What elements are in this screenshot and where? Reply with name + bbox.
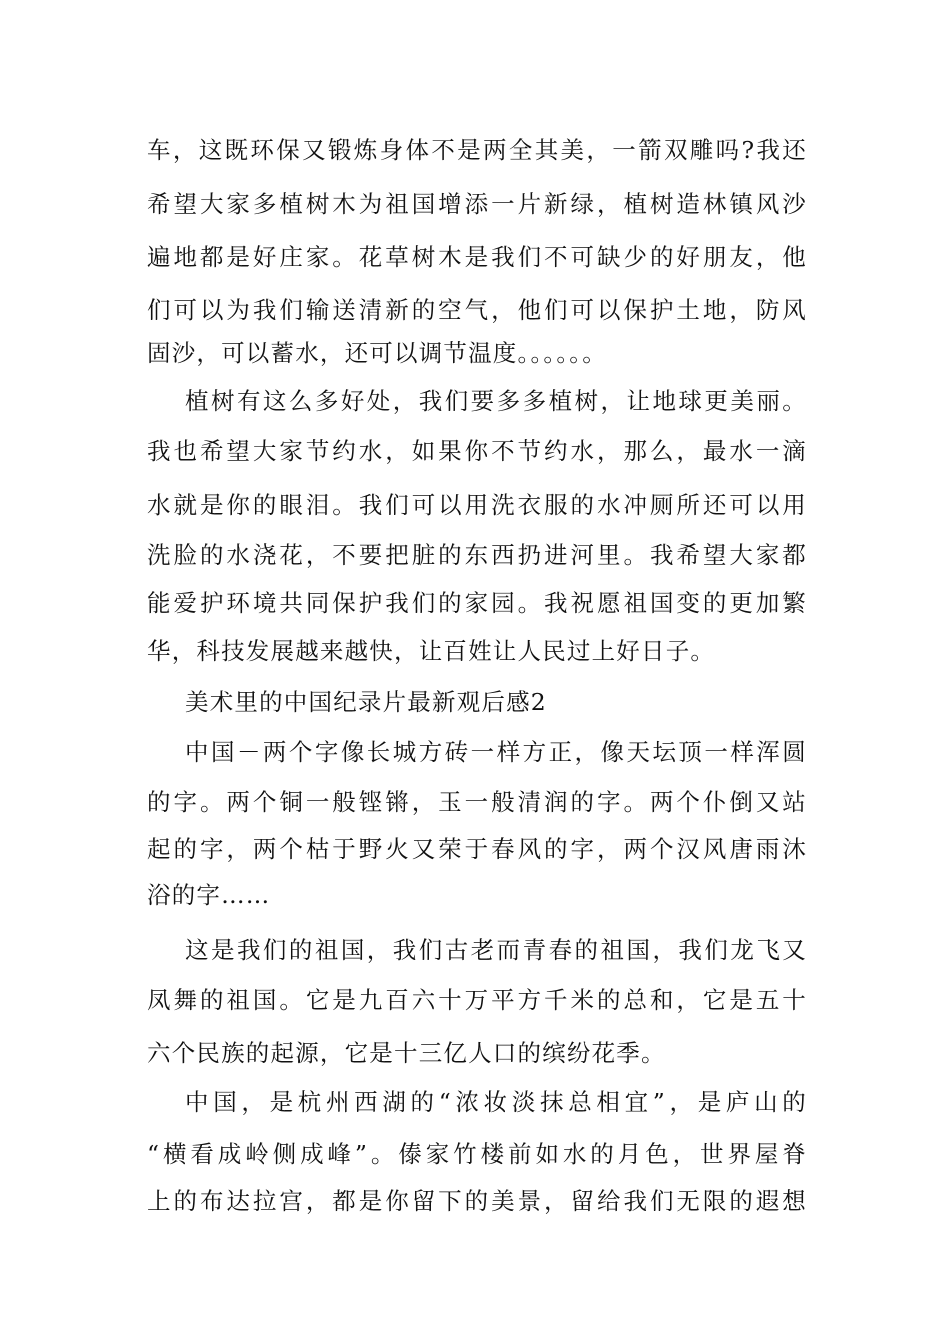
text-line: 希望大家多植树木为祖国增添一片新绿，植树造林镇风沙 xyxy=(147,190,807,218)
text-line: 浴的字…… xyxy=(147,881,271,909)
text-line: “横看成岭侧成峰”。傣家竹楼前如水的月色，世界屋脊 xyxy=(147,1140,807,1168)
paragraph-first-line: 中国－两个字像长城方砖一样方正，像天坛顶一样浑圆 xyxy=(185,738,807,766)
text-line: 车，这既环保又锻炼身体不是两全其美，一箭双雕吗?我还 xyxy=(147,136,807,164)
text-line: 华，科技发展越来越快，让百姓让人民过上好日子。 xyxy=(147,637,716,665)
text-line: 能爱护环境共同保护我们的家园。我祝愿祖国变的更加繁 xyxy=(147,589,807,617)
text-line: 上的布达拉宫，都是你留下的美景，留给我们无限的遐想 xyxy=(147,1187,807,1215)
text-line: 起的字，两个枯于野火又荣于春风的字，两个汉风唐雨沐 xyxy=(147,835,807,863)
text-line: 凤舞的祖国。它是九百六十万平方千米的总和，它是五十 xyxy=(147,986,807,1014)
text-line: 固沙，可以蓄水，还可以调节温度。。。。。。 xyxy=(147,339,607,367)
paragraph-first-line: 中国，是杭州西湖的“浓妆淡抹总相宜”，是庐山的 xyxy=(185,1088,807,1116)
paragraph-first-line: 这是我们的祖国，我们古老而青春的祖国，我们龙飞又 xyxy=(185,936,807,964)
text-line: 的字。两个铜一般铿锵，玉一般清润的字。两个仆倒又站 xyxy=(147,788,807,816)
text-line: 洗脸的水浇花，不要把脏的东西扔进河里。我希望大家都 xyxy=(147,541,807,569)
text-line: 六个民族的起源，它是十三亿人口的缤纷花季。 xyxy=(147,1039,666,1067)
text-line: 们可以为我们输送清新的空气，他们可以保护土地，防风 xyxy=(147,296,807,324)
text-line: 我也希望大家节约水，如果你不节约水，那么，最水一滴 xyxy=(147,437,807,465)
section-heading: 美术里的中国纪录片最新观后感2 xyxy=(185,688,547,716)
text-line: 水就是你的眼泪。我们可以用洗衣服的水冲厕所还可以用 xyxy=(147,491,807,519)
text-line: 遍地都是好庄家。花草树木是我们不可缺少的好朋友，他 xyxy=(147,243,807,271)
paragraph-first-line: 植树有这么多好处，我们要多多植树，让地球更美丽。 xyxy=(185,387,807,415)
